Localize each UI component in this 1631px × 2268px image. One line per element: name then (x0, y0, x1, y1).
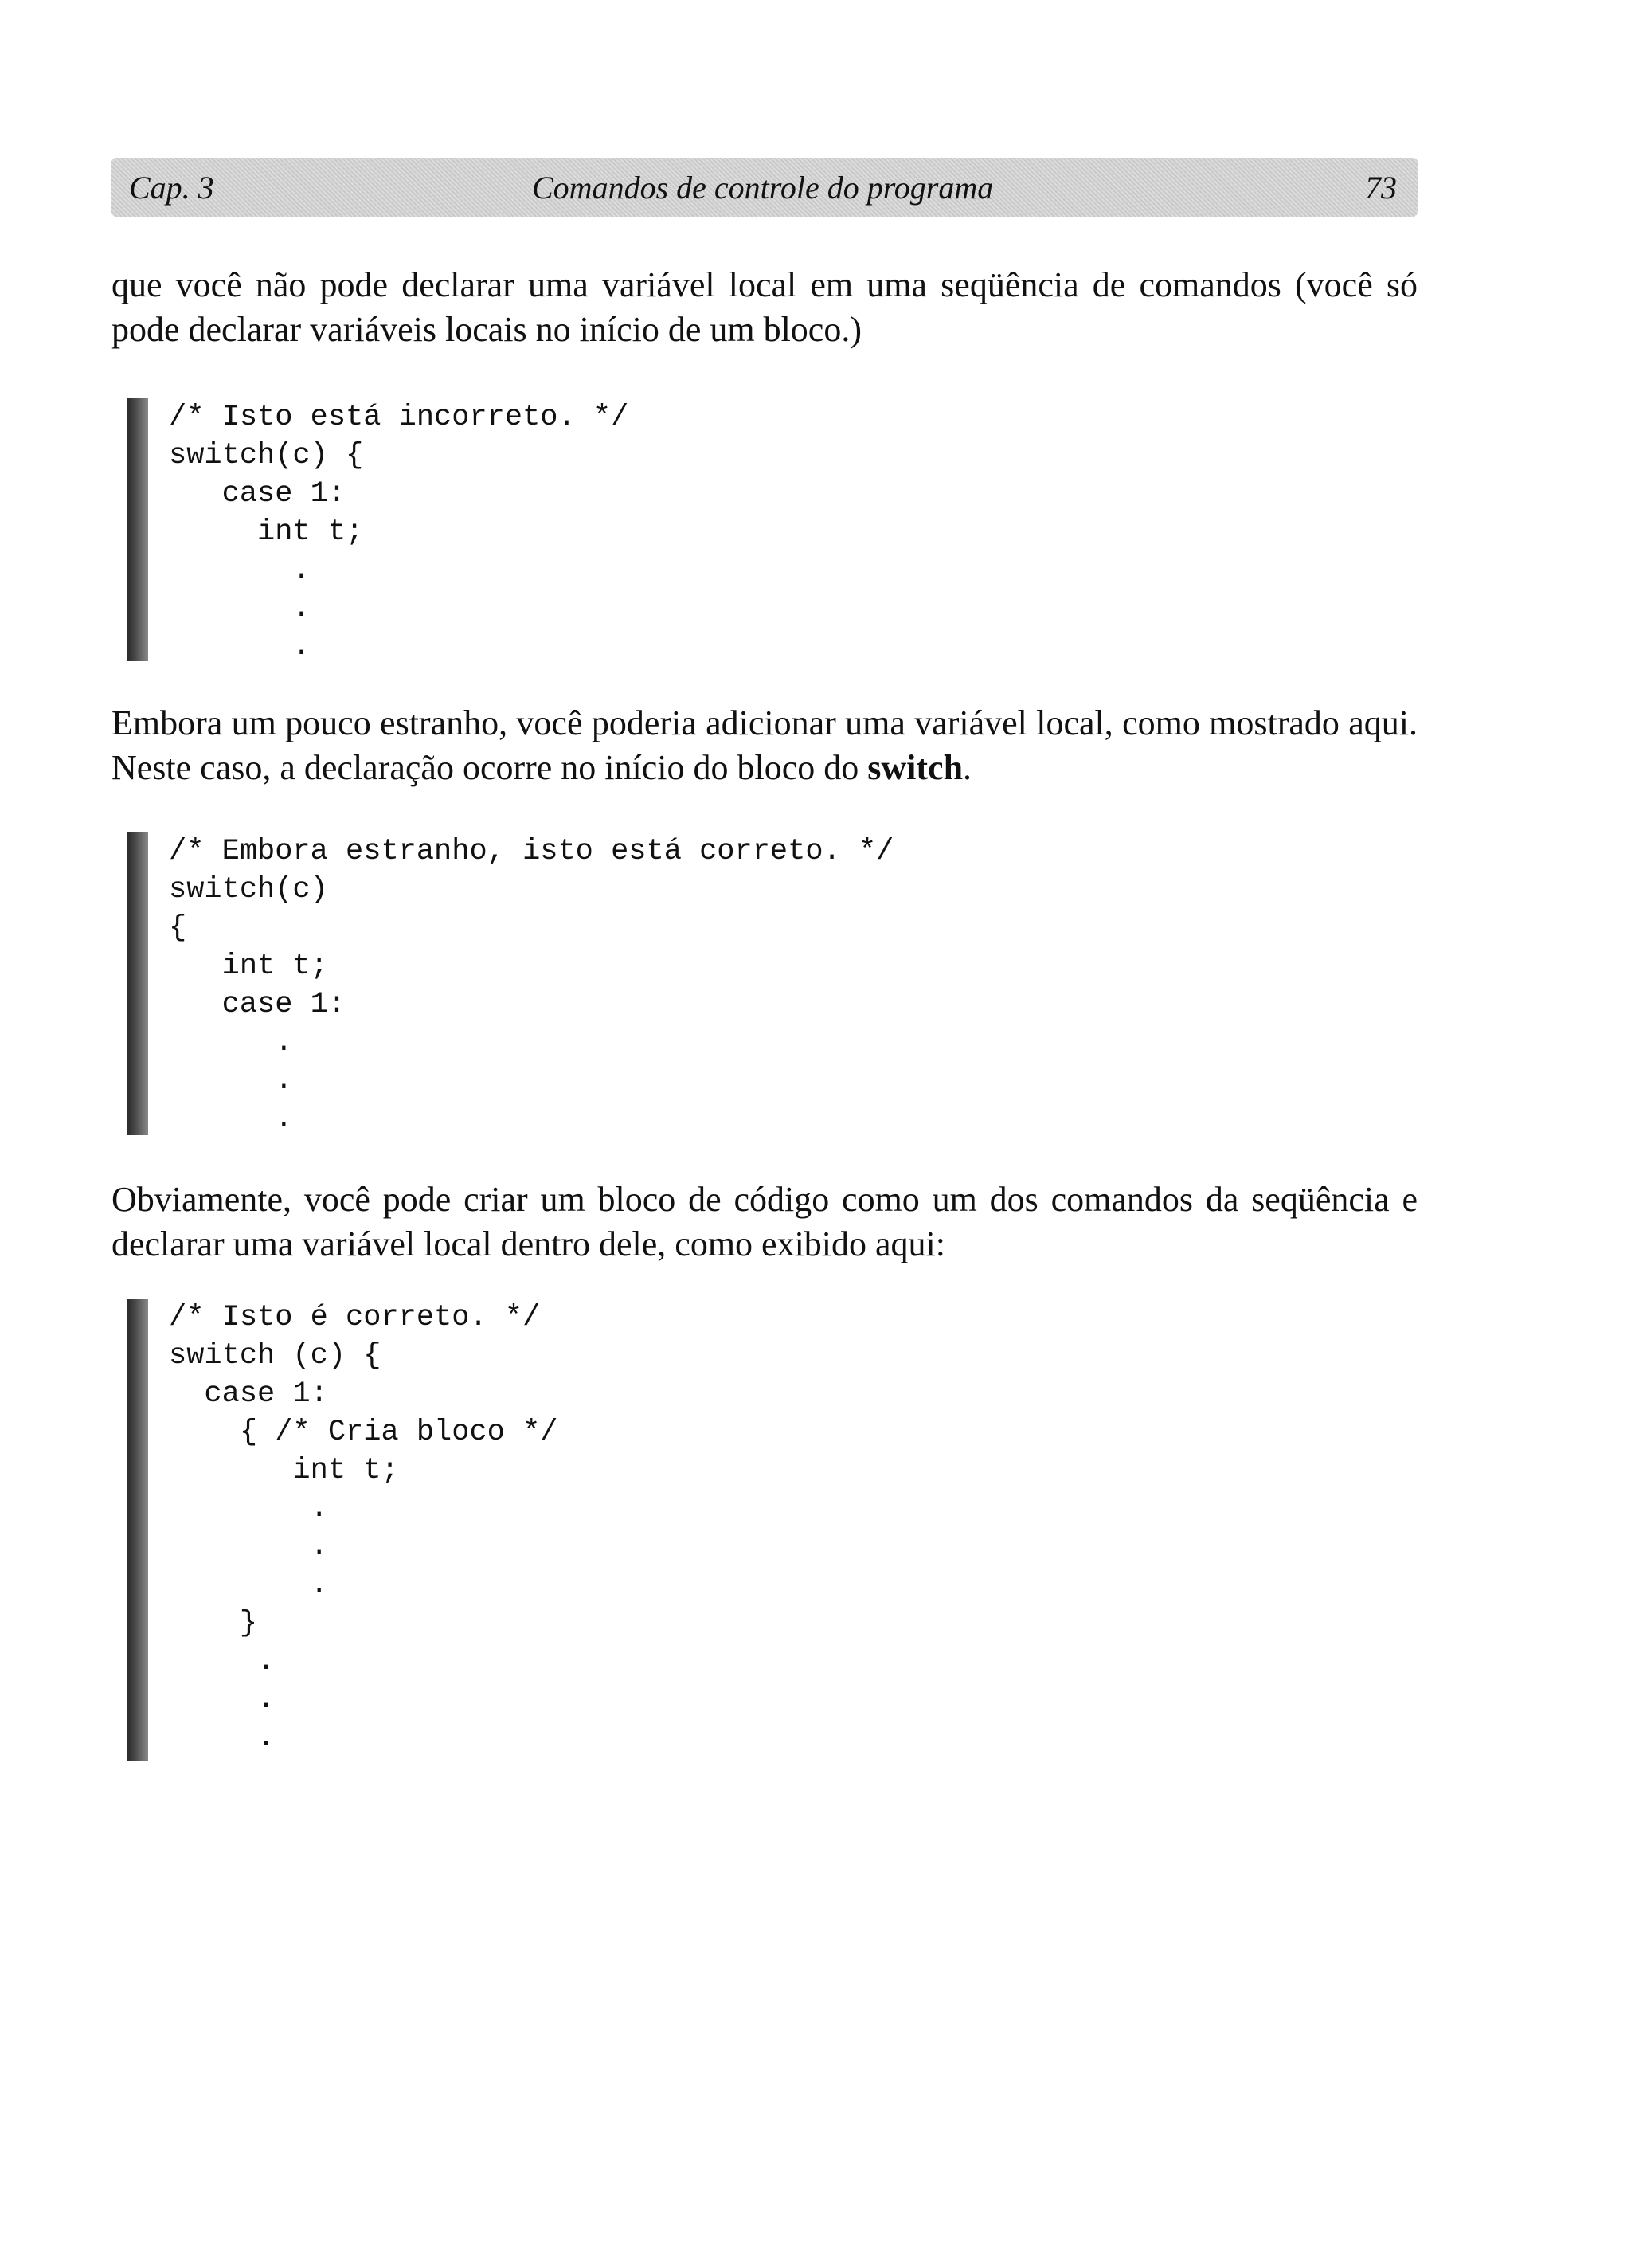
paragraph-end: . (963, 748, 972, 787)
paragraph-text: Embora um pouco estranho, você poderia adicionar uma variável local, como mostrado aqui. Neste caso, a declaração ocorre no início do bloco do (111, 703, 1418, 787)
paragraph-intro: que você não pode declarar uma variável local em uma seqüência de comandos (você só pode declarar variáveis locais no início de um bloco.) (111, 265, 1418, 349)
running-header (111, 158, 1418, 217)
code-margin-bar (127, 832, 148, 1135)
code-listing: /* Isto está incorreto. */ switch(c) { case 1: int t; . . . (169, 401, 629, 664)
code-listing: /* Isto é correto. */ switch (c) { case 1: { /* Cria bloco */ int t; . . . } . . . (169, 1301, 558, 1755)
keyword-switch: switch (867, 748, 964, 787)
paragraph-middle (111, 701, 1418, 790)
page-number: 73 (1365, 170, 1397, 206)
code-margin-bar (127, 1299, 148, 1761)
paragraph-block: Obviamente, você pode criar um bloco de código como um dos comandos da seqüência e declarar uma variável local dentro dele, como exibido aqui: (111, 1180, 1418, 1263)
chapter-label: Cap. 3 (129, 170, 214, 206)
code-listing: /* Embora estranho, isto está correto. */ switch(c) { int t; case 1: . . . (169, 835, 894, 1136)
code-margin-bar (127, 398, 148, 661)
chapter-title: Comandos de controle do programa (532, 170, 994, 206)
